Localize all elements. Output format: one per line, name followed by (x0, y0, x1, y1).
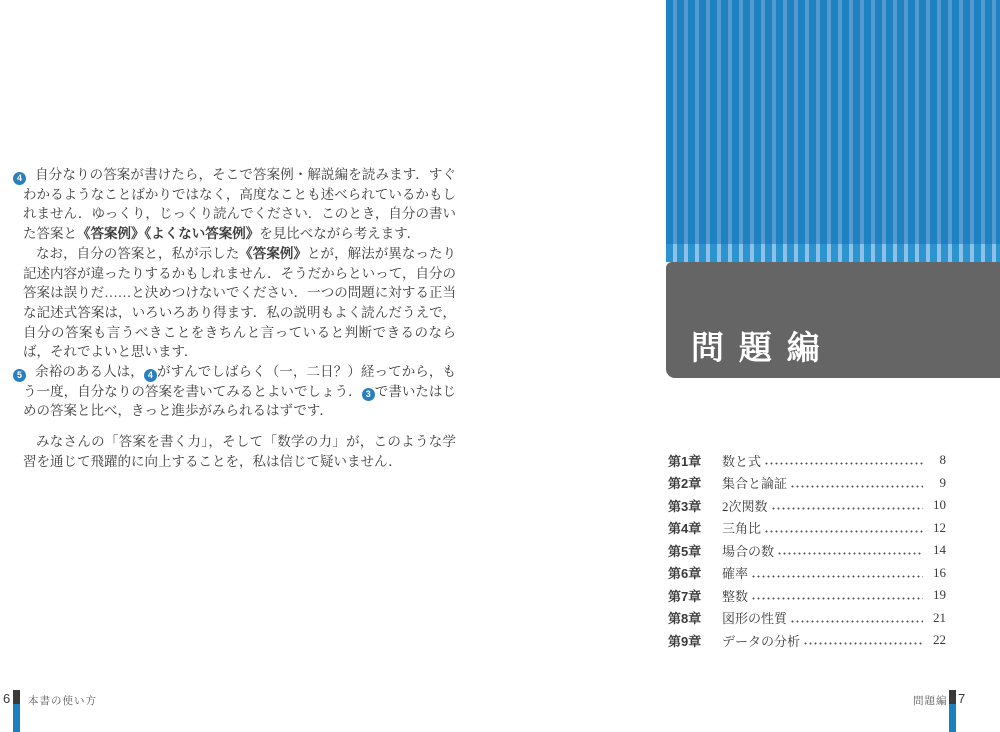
striped-banner (666, 0, 1000, 262)
toc-chapter-label: 第7章 (668, 588, 702, 604)
step-number-badge: 5 (13, 369, 26, 382)
toc-row (668, 517, 946, 540)
left-footer-dark-bar (13, 690, 20, 704)
toc-row (668, 472, 946, 495)
toc-dot-leader (777, 552, 923, 555)
toc-page-number: 10 (933, 497, 946, 513)
toc-chapter-title: 集合と論証 (722, 476, 788, 492)
right-footer-label: 問題編 (913, 695, 948, 707)
toc-row (668, 584, 946, 607)
toc-chapter-title: 場合の数 (722, 543, 775, 559)
toc-page-number: 12 (933, 519, 946, 535)
toc-page-number: 21 (933, 609, 946, 625)
toc-chapter-label: 第2章 (668, 476, 702, 492)
toc-chapter-label: 第1章 (668, 453, 702, 469)
toc-chapter-title: 数と式 (722, 453, 762, 469)
toc-chapter-title: 2次関数 (722, 498, 768, 514)
toc-dot-leader (764, 462, 923, 465)
toc-row (668, 629, 946, 652)
toc-dot-leader (751, 575, 923, 578)
toc-row (668, 539, 946, 562)
toc-chapter-title: 三角比 (722, 521, 762, 537)
toc-dot-leader (771, 507, 923, 510)
step-number-badge: 4 (13, 172, 26, 185)
section-title: 問題編 (691, 329, 835, 366)
toc-dot-leader (751, 597, 923, 600)
toc-chapter-label: 第8章 (668, 611, 702, 627)
step-number-reference-badge: 3 (362, 388, 375, 401)
table-of-contents (668, 449, 946, 652)
left-page-number: 6 (3, 691, 11, 706)
toc-chapter-title: 確率 (722, 566, 749, 582)
toc-page-number: 16 (933, 564, 946, 580)
toc-chapter-label: 第9章 (668, 633, 702, 649)
toc-page-number: 22 (933, 632, 946, 648)
toc-row (668, 494, 946, 517)
toc-chapter-label: 第3章 (668, 498, 702, 514)
toc-row (668, 607, 946, 630)
toc-chapter-label: 第5章 (668, 543, 702, 559)
toc-dot-leader (790, 485, 923, 488)
numbered-paragraph: 5 余裕のある人は， 4 がすんでしばらく（一，二日？）経ってから，もう一度，自分なりの答案を書いてみるとよいでしょう． 3 で書いたはじめの答案と比べ，きっと進歩がみられるはずです． (23, 362, 456, 421)
step-number-reference-badge: 4 (144, 369, 157, 382)
toc-page-number: 9 (939, 474, 946, 490)
toc-chapter-title: 図形の性質 (722, 611, 788, 627)
toc-dot-leader (790, 620, 923, 623)
left-page-body-text (16, 165, 457, 472)
toc-row (668, 562, 946, 585)
toc-dot-leader (803, 642, 923, 645)
toc-chapter-title: データの分析 (722, 633, 801, 649)
toc-chapter-title: 整数 (722, 588, 749, 604)
left-footer-label: 本書の使い方 (28, 695, 97, 707)
emphasized-term: 《答案例》 (239, 245, 307, 261)
toc-chapter-label: 第4章 (668, 521, 702, 537)
paragraph: なお，自分の答案と，私が示した《答案例》とが，解法が異なったり記述内容が違ったりするかもしれません．そうだからといって，自分の答案は誤りだ……と決めつけないでください．一つの問題に対する正当な記述式答案は，いろいろあり得ます．私の説明もよく読んだうえで，自分の答案も言うべきことをきちんと言っていると判断できるのならば，それでよいと思います． (23, 245, 456, 360)
right-page-number: 7 (958, 691, 966, 706)
numbered-paragraph: 4 自分なりの答案が書けたら，そこで答案例・解説編を読みます．すぐわかるようなことばかりではなく，高度なことも述べられているかもしれません．ゆっくり，じっくり読んでください．このとき，自分の書いた答案と《答案例》《よくない答案例》を見比べながら考えます． (23, 165, 456, 244)
toc-page-number: 8 (939, 452, 946, 468)
toc-page-number: 14 (933, 542, 946, 558)
emphasized-term: 《答案例》《よくない答案例》 (77, 226, 260, 242)
section-title-panel (666, 262, 1000, 378)
toc-row (668, 449, 946, 472)
striped-banner-bottom-band (666, 244, 1000, 262)
toc-page-number: 19 (933, 587, 946, 603)
left-footer-blue-bar (13, 704, 20, 732)
right-footer-dark-bar (949, 690, 956, 704)
toc-dot-leader (764, 530, 923, 533)
paragraph: みなさんの「答案を書く力」，そして「数学の力」が，このような学習を通じて飛躍的に向上することを，私は信じて疑いません． (23, 434, 456, 469)
right-footer-blue-bar (949, 704, 956, 732)
toc-chapter-label: 第6章 (668, 566, 702, 582)
